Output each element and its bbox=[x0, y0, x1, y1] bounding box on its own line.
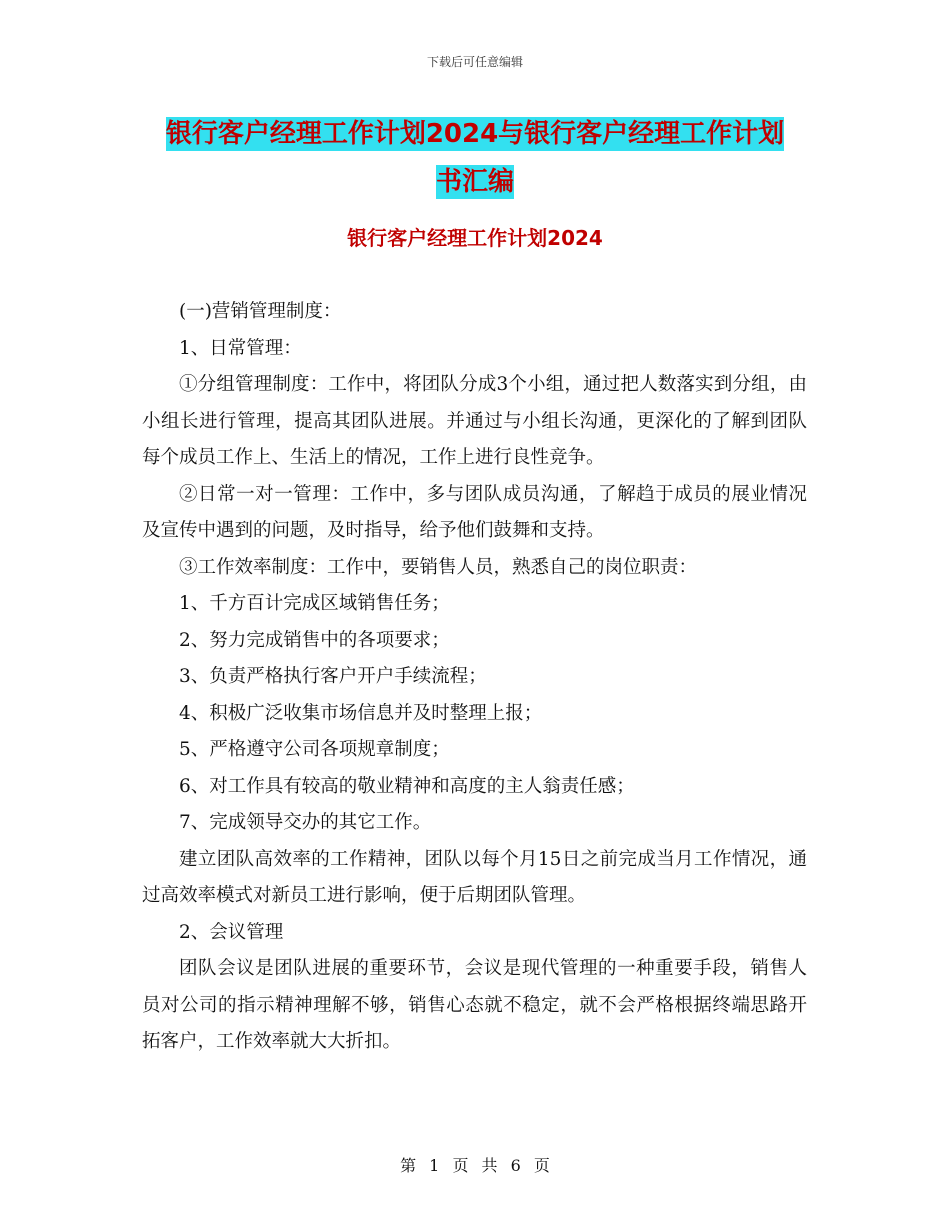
paragraph-meeting-heading: 2、会议管理 bbox=[179, 921, 284, 943]
list-item: 7、完成领导交办的其它工作。 bbox=[179, 812, 432, 833]
list-item: 1、千方百计完成区域销售任务； bbox=[179, 593, 450, 614]
paragraph-marketing-heading: (一)营销管理制度： bbox=[179, 301, 342, 322]
list-item: 2、努力完成销售中的各项要求； bbox=[179, 629, 450, 651]
page-header: 下载后可任意编辑 bbox=[426, 55, 523, 69]
document-body bbox=[142, 294, 807, 1061]
paragraph-meeting-body: 团队会议是团队进展的重要环节，会议是现代管理的一种重要手段，销售人员对公司的指示精神理解不够，销售心态就不稳定，就不会严格根据终端思路开拓客户，工作效率就大大折扣。 bbox=[142, 958, 807, 1052]
document-title bbox=[140, 110, 810, 206]
page-number-footer: 第 1 页 共 6 页 bbox=[400, 1156, 550, 1175]
list-item: 5、严格遵守公司各项规章制度； bbox=[179, 739, 450, 760]
list-item: 4、积极广泛收集市场信息并及时整理上报； bbox=[179, 702, 543, 724]
paragraph-daily-management: 1、日常管理： bbox=[179, 337, 302, 359]
document-title-line-1: 银行客户经理工作计划2024与银行客户经理工作计划 bbox=[165, 119, 785, 149]
paragraph-one-on-one: ②日常一对一管理：工作中，多与团队成员沟通，了解趋于成员的展业情况及宣传中遇到的问题，及时指导，给予他们鼓舞和支持。 bbox=[142, 483, 807, 541]
document-title-line-2: 书汇编 bbox=[435, 167, 514, 197]
paragraph-efficiency: ③工作效率制度：工作中，要销售人员，熟悉自己的岗位职责： bbox=[179, 556, 698, 578]
paragraph-group-management: ①分组管理制度：工作中，将团队分成3个小组，通过把人数落实到分组，由小组长进行管理，提高其团队进展。并通过与小组长沟通，更深化的了解到团队每个成员工作上、生活上的情况，工作上进行良性竞争。 bbox=[142, 374, 807, 468]
paragraph-team-spirit: 建立团队高效率的工作精神，团队以每个月15日之前完成当月工作情况，通过高效率模式对新员工进行影响，便于后期团队管理。 bbox=[142, 848, 807, 906]
section-title: 银行客户经理工作计划2024 bbox=[347, 226, 603, 250]
list-item: 6、对工作具有较高的敬业精神和高度的主人翁责任感； bbox=[179, 775, 635, 797]
list-item: 3、负责严格执行客户开户手续流程； bbox=[179, 666, 487, 687]
